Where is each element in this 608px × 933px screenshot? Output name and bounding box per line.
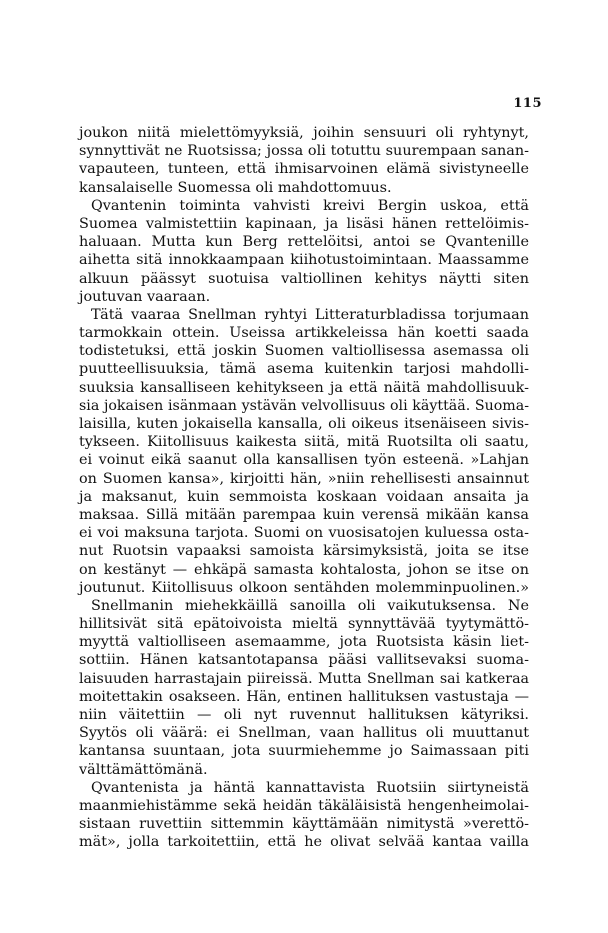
text-line: todistetuksi, että joskin Suomen valtiollisessa asemassa oli: [79, 343, 529, 360]
text-line: Qvantenista ja häntä kannattavista Ruotsiin siirtyneistä: [91, 779, 529, 796]
text-line: sistaan ruvettiin sittemmin käyttämään nimitystä »verettö-: [79, 816, 529, 833]
text-line: joutuvan vaaraan.: [79, 288, 211, 305]
text-line: sia jokaisen isänmaan ystävän velvollisuus oli käyttää. Suoma-: [79, 397, 529, 414]
text-line: on Suomen kansa», kirjoitti hän, »niin rehellisesti ansainnut: [79, 470, 529, 487]
text-line: puutteellisuuksia, tämä asema kuitenkin tarjosi mahdolli-: [79, 361, 529, 378]
text-line: vapauteen, tunteen, että ihmisarvoinen elämä sivistyneelle: [79, 161, 529, 178]
text-line: ja maksanut, kuin semmoista koskaan voidaan ansaita ja: [79, 488, 529, 505]
text-line: laisuuden harrastajain piireissä. Mutta Snellman sai katkeraa: [79, 670, 529, 687]
text-line: välttämättömänä.: [79, 761, 208, 778]
text-line: kantansa suuntaan, jota suurmiehemme jo Saimassaan piti: [79, 743, 529, 760]
text-line: aihetta sitä innokkaampaan kiihotustoimintaan. Maassamme: [79, 252, 529, 269]
text-line: Syytös oli väärä: ei Snellman, vaan hallitus oli muuttanut: [79, 725, 529, 742]
text-line: laisilla, kuten jokaisella kansalla, oli oikeus itsenäiseen sivis-: [79, 416, 529, 432]
text-line: suuksia kansalliseen kehitykseen ja että näitä mahdollisuuk-: [79, 379, 529, 396]
text-line: on kestänyt — ehkäpä samasta kohtalosta, johon se itse on: [79, 561, 529, 578]
text-line: joutunut. Kiitollisuus olkoon sentähden molemminpuolinen.»: [79, 579, 529, 596]
text-line: ei voinut eikä saanut olla kansallisen työn esteenä. »Lahjan: [79, 452, 529, 469]
text-line: hillitsivät sitä epätoivoista mieltä synnyttävää tyytymättö-: [79, 616, 529, 633]
text-line: moitettakin osakseen. Hän, entinen hallituksen vastustaja —: [79, 688, 529, 705]
text-line: myyttä valtiolliseen asemaamme, jota Ruotsista käsin liet-: [79, 634, 529, 651]
text-line: joukon niitä mielettömyyksiä, joihin sensuuri oli ryhtynyt,: [79, 125, 529, 141]
text-line: Tätä vaaraa Snellman ryhtyi Litteraturbladissa torjumaan: [91, 306, 529, 323]
text-line: tykseen. Kiitollisuus kaikesta siitä, mitä Ruotsilta oli saatu,: [79, 434, 529, 451]
text-line: kansalaiselle Suomessa oli mahdottomuus.: [79, 179, 392, 196]
text-line: maksaa. Sillä mitään parempaa kuin verensä mikään kansa: [79, 506, 529, 523]
text-line: tarmokkain ottein. Useissa artikkeleissa hän koetti saada: [79, 325, 529, 342]
text-line: Suomea valmistettiin kapinaan, ja lisäsi hänen rettelöimis-: [79, 215, 529, 232]
text-line: mät», jolla tarkoitettiin, että he olivat selvää kantaa vailla: [79, 834, 529, 851]
text-line: sottiin. Hänen katsantotapansa pääsi vallitsevaksi suoma-: [79, 652, 529, 669]
text-line: synnyttivät ne Ruotsissa; jossa oli totuttu suurempaan sanan-: [79, 143, 529, 160]
text-line: haluaan. Mutta kun Berg rettelöitsi, antoi se Qvantenille: [79, 234, 529, 251]
text-line: nut Ruotsin vapaaksi samoista kärsimyksistä, joita se itse: [79, 543, 529, 560]
text-line: ei voi maksuna tarjota. Suomi on vuosisatojen kuluessa osta-: [79, 525, 529, 542]
page-number: 115: [513, 96, 542, 111]
body-text: [79, 124, 529, 852]
text-line: Qvantenin toiminta vahvisti kreivi Bergin uskoa, että: [91, 197, 529, 214]
text-line: alkuun päässyt suotuisa valtiollinen kehitys näytti siten: [79, 270, 529, 287]
text-line: maanmiehistämme sekä heidän täkäläisistä hengenheimolai-: [79, 797, 529, 814]
text-line: Snellmanin miehekkäillä sanoilla oli vaikutuksensa. Ne: [91, 597, 529, 614]
text-line: niin väitettiin — oli nyt ruvennut hallituksen kätyriksi.: [79, 707, 529, 723]
